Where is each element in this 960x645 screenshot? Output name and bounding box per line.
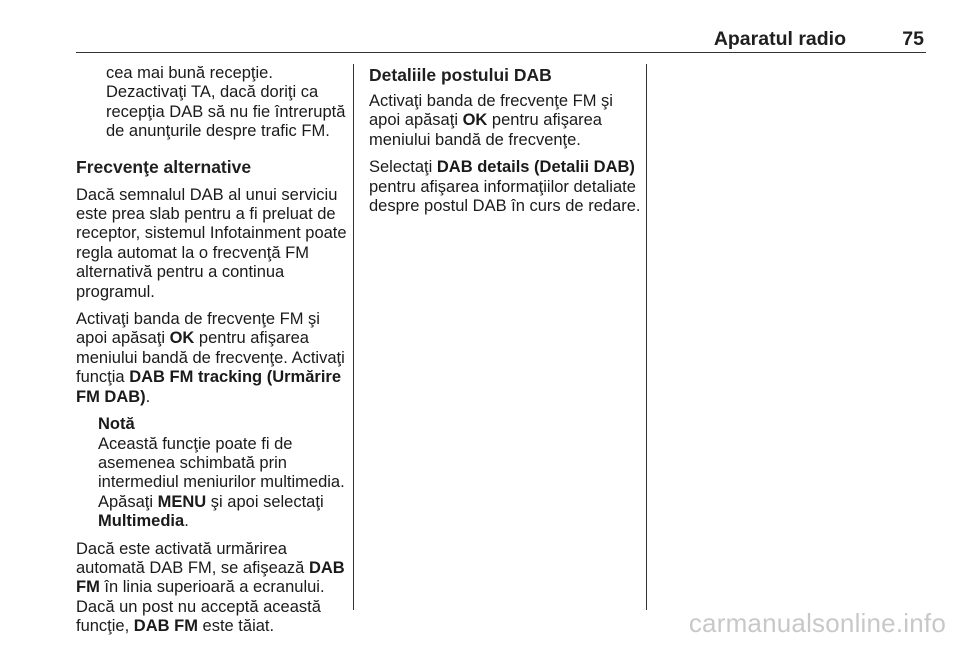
text-run: pentru afişarea meniului bandă de frecvenţe. Activaţi funcţia: [76, 329, 345, 387]
text-run: este tăiat.: [197, 617, 275, 636]
control-label-ok: OK: [462, 111, 488, 130]
paragraph: Dacă semnalul DAB al unui serviciu este prea slab pentru a fi preluat de receptor, sistemul Infotainment poate regla automat la o frecvenţă FM alternativă pentru a continua programul.: [76, 185, 347, 301]
right-column: [369, 64, 641, 224]
intro-line: recepţia DAB să nu fie întreruptă: [106, 102, 346, 121]
page-number: 75: [902, 28, 924, 50]
note-block: [76, 415, 348, 531]
text-run: Activaţi banda de frecvenţe FM şi apoi apăsaţi: [76, 310, 320, 348]
left-column: [76, 64, 348, 645]
page-header: [76, 26, 926, 53]
intro-block: [76, 64, 348, 142]
text-run: .: [145, 387, 151, 406]
paragraph: [369, 92, 641, 150]
menu-item-multimedia: Multimedia: [98, 512, 185, 531]
intro-line: cea mai bună recepţie.: [106, 64, 273, 82]
note-body: [98, 435, 348, 532]
text-run: Activaţi banda de frecvenţe FM şi apoi apăsaţi: [369, 92, 613, 130]
text-run: Selectaţi: [369, 158, 437, 177]
text-run: în linia superioară a ecranului. Dacă un post nu acceptă această funcţie,: [76, 578, 325, 636]
menu-item-dab-details: DAB details (Detalii DAB): [436, 158, 635, 177]
text-run: pentru afişarea informaţiilor detaliate despre postul DAB în curs de redare.: [369, 177, 641, 216]
running-title: Aparatul radio: [713, 28, 846, 50]
paragraph: [76, 310, 348, 407]
menu-item-dab-fm-tracking: DAB FM tracking (Urmărire FM DAB): [76, 368, 341, 406]
intro-line: Dezactivaţi TA, dacă doriţi ca: [106, 83, 319, 102]
section-heading-dab-station-details: Detaliile postului DAB: [369, 65, 552, 85]
control-label-menu: MENU: [157, 492, 207, 511]
paragraph: [76, 540, 348, 637]
indicator-dab-fm: DAB FM: [76, 558, 345, 597]
text-run: .: [184, 512, 189, 531]
control-label-ok: OK: [169, 329, 195, 348]
watermark: carmanualsonline.info: [688, 608, 946, 638]
indicator-dab-fm: DAB FM: [133, 617, 198, 636]
section-heading-alternative-frequencies: Frecvenţe alternative: [76, 156, 252, 177]
text-run: Această funcţie poate fi de asemenea schimbată prin intermediul meniurilor multimedia. Apăsaţi: [98, 434, 345, 511]
text-run: Dacă este activată urmărirea automată DAB FM, se afişează: [76, 539, 309, 577]
column-divider-right: [646, 64, 647, 610]
column-divider-left: [353, 64, 354, 610]
text-run: pentru afişarea meniului bandă de frecvenţe.: [369, 111, 602, 149]
intro-line: de anunţurile despre trafic FM.: [106, 122, 330, 141]
note-title: Notă: [98, 415, 135, 434]
text-run: şi apoi selectaţi: [206, 492, 324, 511]
paragraph: [369, 158, 641, 216]
